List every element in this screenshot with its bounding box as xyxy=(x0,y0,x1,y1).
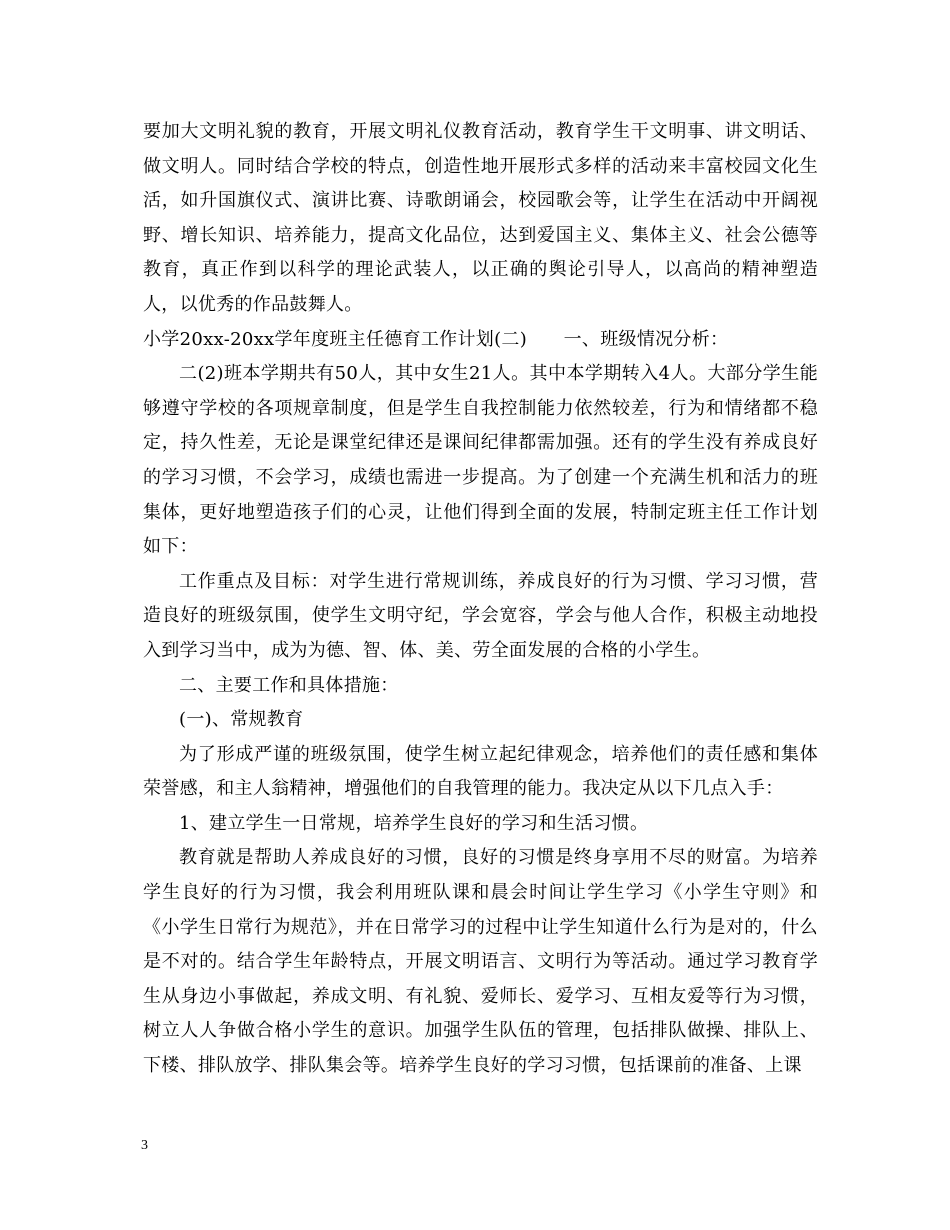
paragraph: 二(2)班本学期共有50人，其中女生21人。其中本学期转入4人。大部分学生能够遵守学校的各项规章制度，但是学生自我控制能力依然较差，行为和情绪都不稳定，持久性差，无论是课堂纪律还是课间纪律都需加强。还有的学生没有养成良好的学习习惯，不会学习，成绩也需进一步提高。为了创建一个充满生机和活力的班集体，更好地塑造孩子们的心灵，让他们得到全面的发展，特制定班主任工作计划如下： xyxy=(143,363,818,558)
paragraph: 要加大文明礼貌的教育，开展文明礼仪教育活动，教育学生干文明事、讲文明话、做文明人。同时结合学校的特点，创造性地开展形式多样的活动来丰富校园文化生活，如升国旗仪式、演讲比赛、诗歌朗诵会，校园歌会等，让学生在活动中开阔视野、增长知识、培养能力，提高文化品位，达到爱国主义、集体主义、社会公德等教育，真正作到以科学的理论武装人，以正确的舆论引导人，以高尚的精神塑造人，以优秀的作品鼓舞人。 xyxy=(143,121,818,315)
list-item: 1、建立学生一日常规，培养学生良好的学习和生活习惯。 xyxy=(179,812,649,834)
section-heading: 二、主要工作和具体措施： xyxy=(179,674,399,696)
page-number: 3 xyxy=(141,1138,148,1153)
paragraph: 教育就是帮助人养成良好的习惯，良好的习惯是终身享用不尽的财富。为培养学生良好的行为习惯，我会利用班队课和晨会时间让学生学习《小学生守则》和《小学生日常行为规范》，并在日常学习的过程中让学生知道什么行为是对的，什么是不对的。结合学生年龄特点，开展文明语言、文明行为等活动。通过学习教育学生从身边小事做起，养成文明、有礼貌、爱师长、爱学习、互相友爱等行为习惯，树立人人争做合格小学生的意识。加强学生队伍的管理，包括排队做操、排队上、下楼、排队放学、排队集会等。培养学生良好的学习习惯，包括课前的准备、上课 xyxy=(143,847,818,1077)
document-body xyxy=(143,115,818,1084)
section-heading: 小学20xx-20xx学年度班主任德育工作计划(二) 一、班级情况分析： xyxy=(143,328,729,350)
paragraph: 工作重点及目标：对学生进行常规训练，养成良好的行为习惯、学习习惯，营造良好的班级氛围，使学生文明守纪，学会宽容，学会与他人合作，积极主动地投入到学习当中，成为为德、智、体、美、劳全面发展的合格的小学生。 xyxy=(143,570,818,661)
subsection-heading: (一)、常规教育 xyxy=(179,709,304,731)
paragraph: 为了形成严谨的班级氛围，使学生树立起纪律观念，培养他们的责任感和集体荣誉感，和主人翁精神，增强他们的自我管理的能力。我决定从以下几点入手： xyxy=(143,743,818,800)
